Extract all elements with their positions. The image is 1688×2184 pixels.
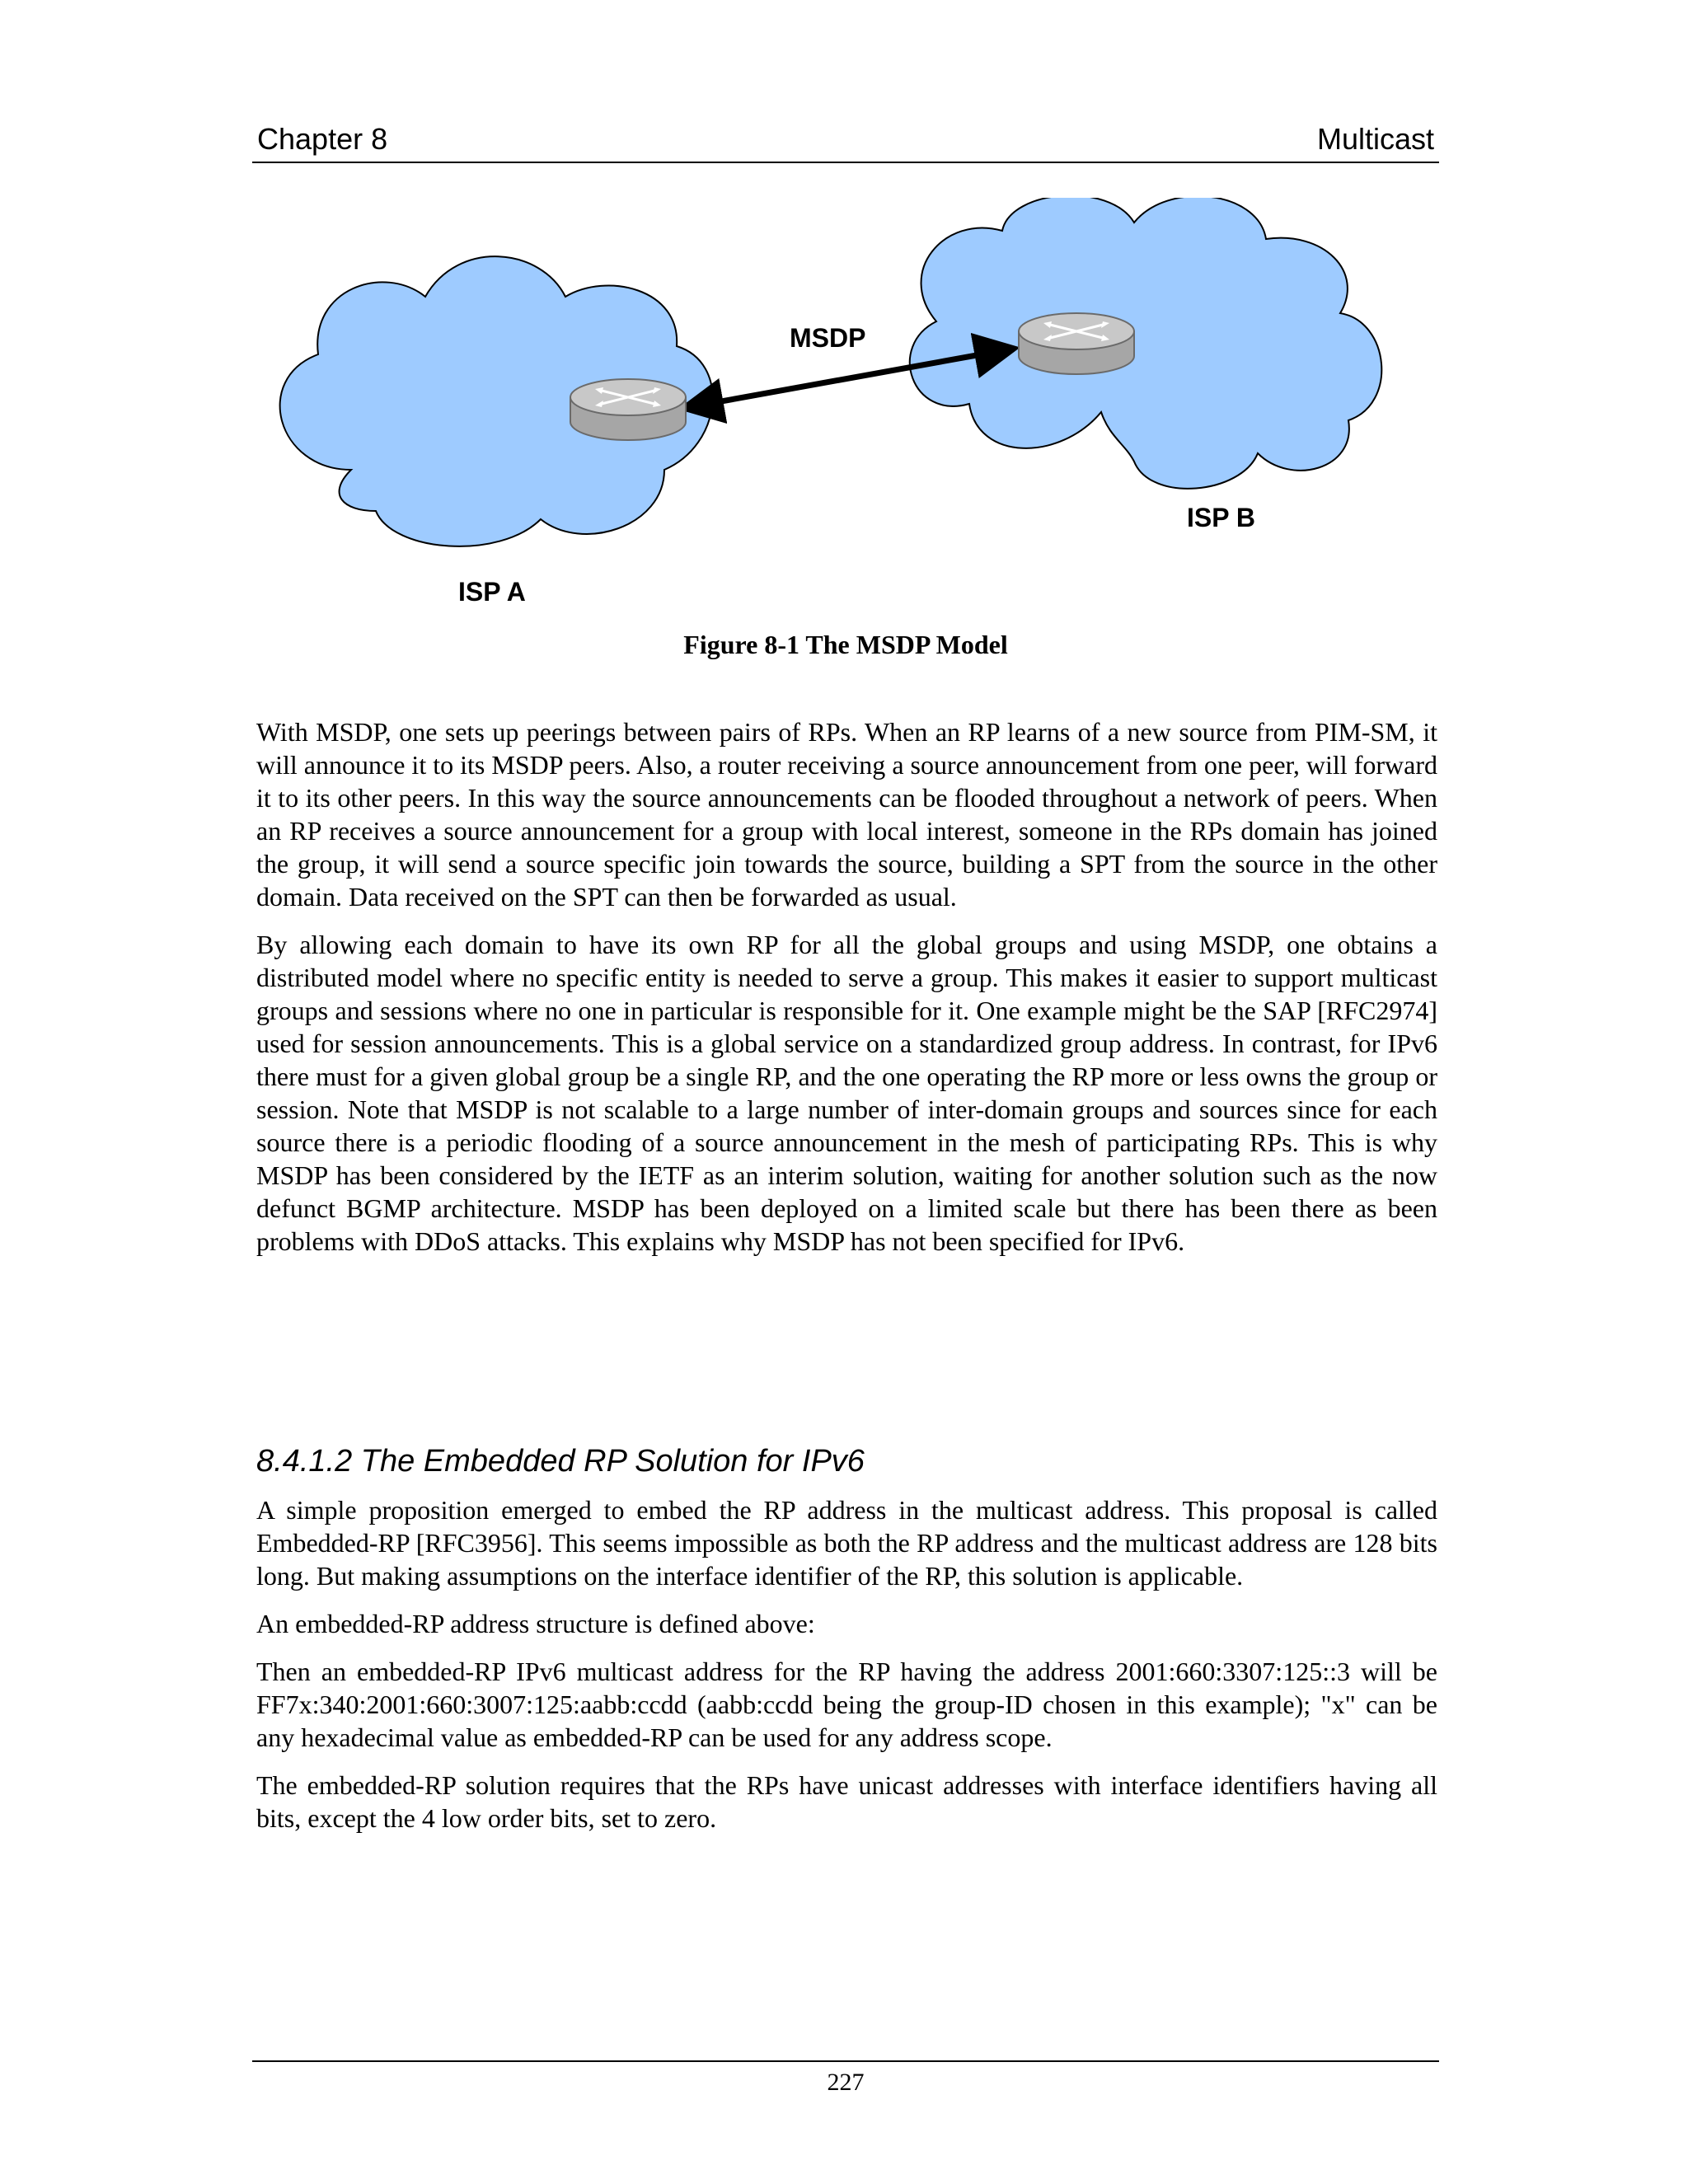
page-footer: [252, 2060, 1439, 2097]
paragraph: By allowing each domain to have its own RP for all the global groups and using MSDP, one obtains a distributed model where no specific entity is needed to serve a group. This makes it easier to support multicast groups and sessions where no one in particular is responsible for it. One example might be the SAP [RFC2974] used for session announcements. This is a global service on a standardized group address. In contrast, for IPv6 there must for a given global group be a single RP, and the one operating the RP more or less owns the group or session. Note that MSDP is not scalable to a large number of inter-domain groups and sources since for each source there is a periodic flooding of a source announcement in the mesh of participating RPs. This is why MSDP has been considered by the IETF as an interim solution, waiting for another solution such as the now defunct BGMP architecture. MSDP has been deployed on a limited scale but there has been there as been problems with DDoS attacks. This explains why MSDP has not been specified for IPv6.: [256, 930, 1437, 1256]
paragraph: The embedded-RP solution requires that the RPs have unicast addresses with interface identifiers having all bits, except the 4 low order bits, set to zero.: [256, 1770, 1437, 1833]
paragraph: An embedded-RP address structure is defined above:: [256, 1609, 815, 1638]
paragraph: A simple proposition emerged to embed the RP address in the multicast address. This proposal is called Embedded-RP [RFC3956]. This seems impossible as both the RP address and the multicast address are 128 bits long. But making assumptions on the interface identifier of the RP, this solution is applicable.: [256, 1495, 1437, 1591]
msdp-diagram: [252, 198, 1439, 626]
msdp-figure: [252, 198, 1439, 626]
running-header: [252, 119, 1439, 163]
isp-a-label: ISP A: [458, 577, 526, 607]
figure-caption: Figure 8-1 The MSDP Model: [683, 630, 1008, 659]
isp-b-label: ISP B: [1187, 503, 1255, 532]
section-heading: 8.4.1.2 The Embedded RP Solution for IPv6: [256, 1444, 865, 1479]
isp-b-cloud: [910, 198, 1381, 489]
router-isp-b-icon: [1019, 313, 1134, 374]
header-chapter: Chapter 8: [257, 122, 388, 156]
paragraph: With MSDP, one sets up peerings between pairs of RPs. When an RP learns of a new source from PIM-SM, it will announce it to its MSDP peers. Also, a router receiving a source announcement from one peer, will forward it to its other peers. In this way the source announcements can be flooded throughout a network of peers. When an RP receives a source announcement for a group with local interest, someone in the RPs domain has joined the group, it will send a source specific join towards the source, building a SPT from the source in the other domain. Data received on the SPT can then be forwarded as usual.: [256, 717, 1437, 912]
page-number: 227: [827, 2069, 865, 2096]
router-isp-a-icon: [570, 379, 686, 440]
body-section-embedded-rp: [256, 1493, 1437, 1849]
paragraph: Then an embedded-RP IPv6 multicast address for the RP having the address 2001:660:3307:125::3 will be FF7x:340:2001:660:3007:125:aabb:ccdd (aabb:ccdd being the group-ID chosen in this example); "x" can be any hexadecimal value as embedded-RP can be used for any address scope.: [256, 1657, 1437, 1752]
header-title: Multicast: [1316, 122, 1434, 156]
body-section-msdp: [256, 715, 1437, 1272]
msdp-label: MSDP: [790, 323, 866, 353]
